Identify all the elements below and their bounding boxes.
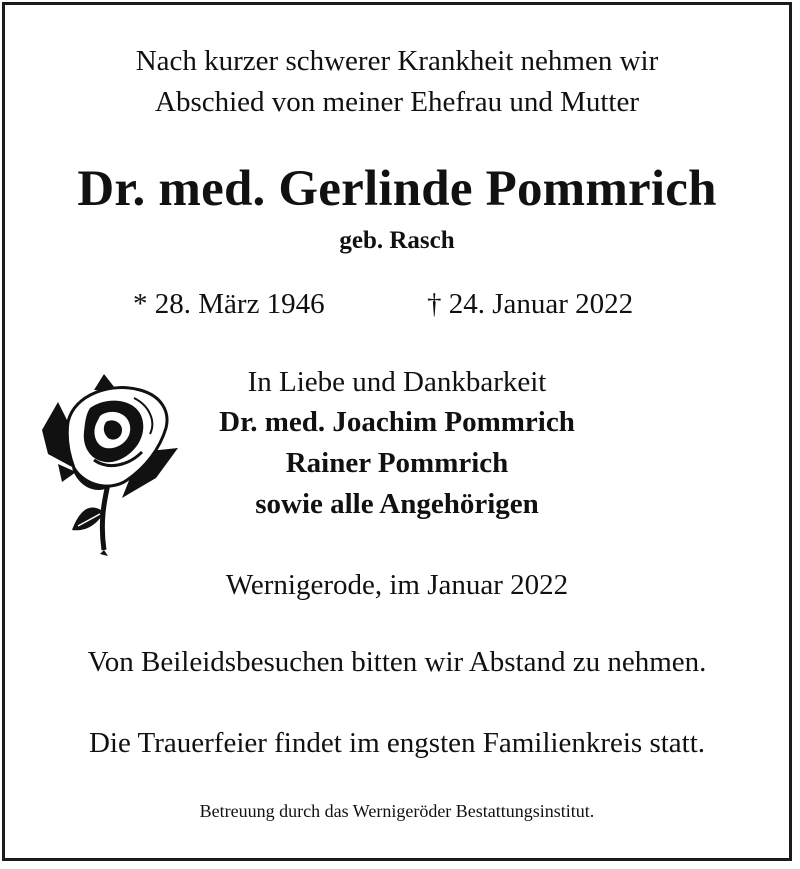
mourner-name: Dr. med. Joachim Pommrich (219, 406, 575, 438)
note-condolences: Von Beileidsbesuchen bitten wir Abstand zu nehmen. (87, 646, 707, 678)
deceased-name: Dr. med. Gerlinde Pommrich (77, 161, 717, 217)
mourner-name: sowie alle Angehörigen (255, 488, 539, 520)
note-funeral: Die Trauerfeier findet im engsten Familienkreis statt. (88, 727, 706, 759)
death-date: † 24. Januar 2022 (427, 288, 634, 320)
intro-line-1: Nach kurzer schwerer Krankheit nehmen wir (135, 45, 659, 77)
place-date: Wernigerode, im Januar 2022 (225, 569, 569, 601)
intro-line-2: Abschied von meiner Ehefrau und Mutter (155, 86, 639, 118)
mourner-name: Rainer Pommrich (285, 447, 509, 479)
maiden-name: geb. Rasch (339, 227, 455, 254)
life-dates (5, 288, 789, 324)
obituary-notice (2, 2, 792, 861)
mourners-intro: In Liebe und Dankbarkeit (247, 366, 547, 398)
birth-date: * 28. März 1946 (133, 288, 325, 320)
footer-funeral-home: Betreuung durch das Wernigeröder Bestattungsinstitut. (199, 801, 595, 821)
